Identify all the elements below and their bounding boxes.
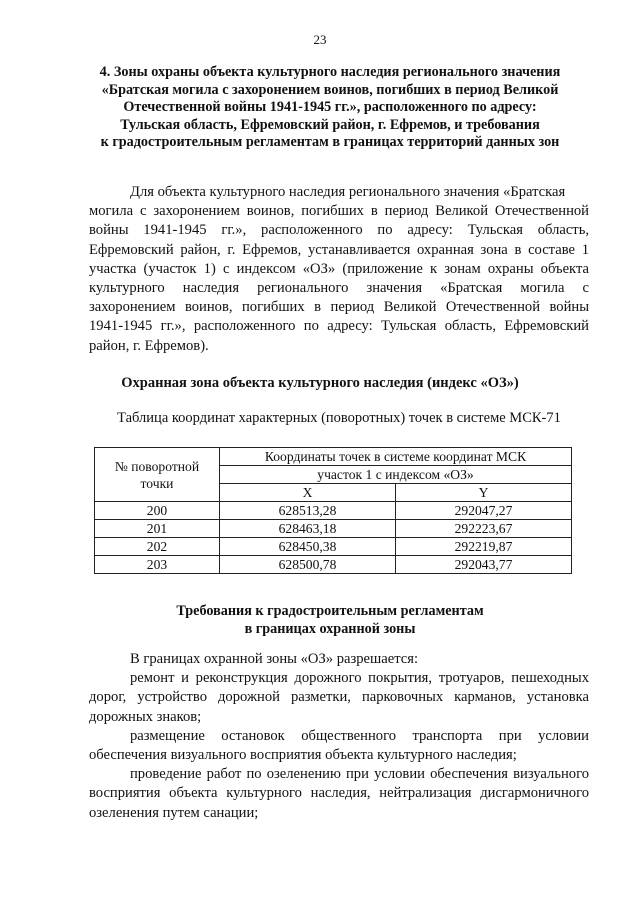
requirements-heading-line: в границах охранной зоны (244, 620, 416, 637)
requirement-item: проведение работ по озеленению при условии обеспечения визуального восприятия объекта культурного наследия, нейтрализация дисгармоничного озеленения путем санации; (89, 766, 589, 821)
x-cell: 628500,78 (220, 556, 396, 574)
requirement-item: ремонт и реконструкция дорожного покрытия, тротуаров, пешеходных дорог, устройство дорожной разметки, парковочных карманов, установка дорожных знаков; (89, 670, 589, 725)
section-heading (60, 64, 600, 152)
zone-heading: Охранная зона объекта культурного наследия (индекс «ОЗ») (121, 375, 519, 391)
point-cell: 203 (95, 556, 220, 574)
table-header-row (95, 448, 572, 466)
coordinates-table (94, 447, 572, 574)
x-cell: 628513,28 (220, 502, 396, 520)
point-number-header-line: № поворотной (114, 458, 200, 474)
intro-line: Для объекта культурного наследия регионального значения «Братская (130, 184, 566, 200)
section-heading-line: Тульская область, Ефремовский район, г. Ефремов, и требования (120, 116, 540, 133)
y-cell: 292219,87 (396, 538, 572, 556)
table-row (95, 538, 572, 556)
section-heading-line: Отечественной войны 1941-1945 гг.», расположенного по адресу: (123, 99, 537, 115)
plot-header: участок 1 с индексом «ОЗ» (220, 466, 572, 484)
point-number-header (95, 448, 220, 502)
intro-paragraph (89, 183, 589, 356)
x-cell: 628450,38 (220, 538, 396, 556)
intro-line: захоронением воинов, погибших в период Великой Отечественной войны (89, 299, 589, 316)
section-heading-line: «Братская могила с захоронением воинов, погибших в период Великой (101, 81, 559, 98)
point-cell: 202 (95, 538, 220, 556)
requirement-item: размещение остановок общественного транспорта при условии обеспечения визуального восприятия объекта культурного наследия; (89, 727, 589, 764)
intro-line: культурного наследия регионального значения «Братская могила с (89, 280, 589, 297)
requirements-list (89, 650, 589, 823)
intro-line: участка (участок 1) с индексом «ОЗ» (приложение к зонам охраны объекта (89, 260, 589, 277)
intro-line: 1941-1945 гг.», расположенного по адресу: Тульская область, Ефремовский (89, 318, 589, 335)
point-cell: 200 (95, 502, 220, 520)
y-cell: 292047,27 (396, 502, 572, 520)
x-header: X (220, 484, 396, 502)
table-row (95, 520, 572, 538)
x-cell: 628463,18 (220, 520, 396, 538)
requirements-heading-line: Требования к градостроительным регламентам (176, 603, 484, 619)
page-number: 23 (313, 32, 327, 47)
section-heading-line: 4. Зоны охраны объекта культурного наследия регионального значения (99, 64, 561, 80)
intro-line: войны 1941-1945 гг.», расположенного по адресу: Тульская область, (89, 222, 589, 239)
point-cell: 201 (95, 520, 220, 538)
intro-line: район, г. Ефремов). (89, 337, 209, 354)
intro-line: Ефремовский район, г. Ефремов, устанавливается охранная зона в составе 1 (89, 241, 589, 258)
y-cell: 292043,77 (396, 556, 572, 574)
table-row (95, 556, 572, 574)
requirement-item: В границах охранной зоны «ОЗ» разрешается: (130, 651, 419, 667)
section-heading-line: к градостроительным регламентам в границах территорий данных зон (100, 134, 560, 150)
table-caption: Таблица координат характерных (поворотных) точек в системе МСК-71 (117, 410, 561, 426)
point-number-header-line: точки (140, 475, 174, 491)
y-header: Y (396, 484, 572, 502)
requirements-heading (60, 603, 600, 638)
coords-header: Координаты точек в системе координат МСК (220, 448, 572, 466)
y-cell: 292223,67 (396, 520, 572, 538)
table-row (95, 502, 572, 520)
intro-line: могила с захоронением воинов, погибших в период Великой Отечественной (89, 203, 589, 220)
